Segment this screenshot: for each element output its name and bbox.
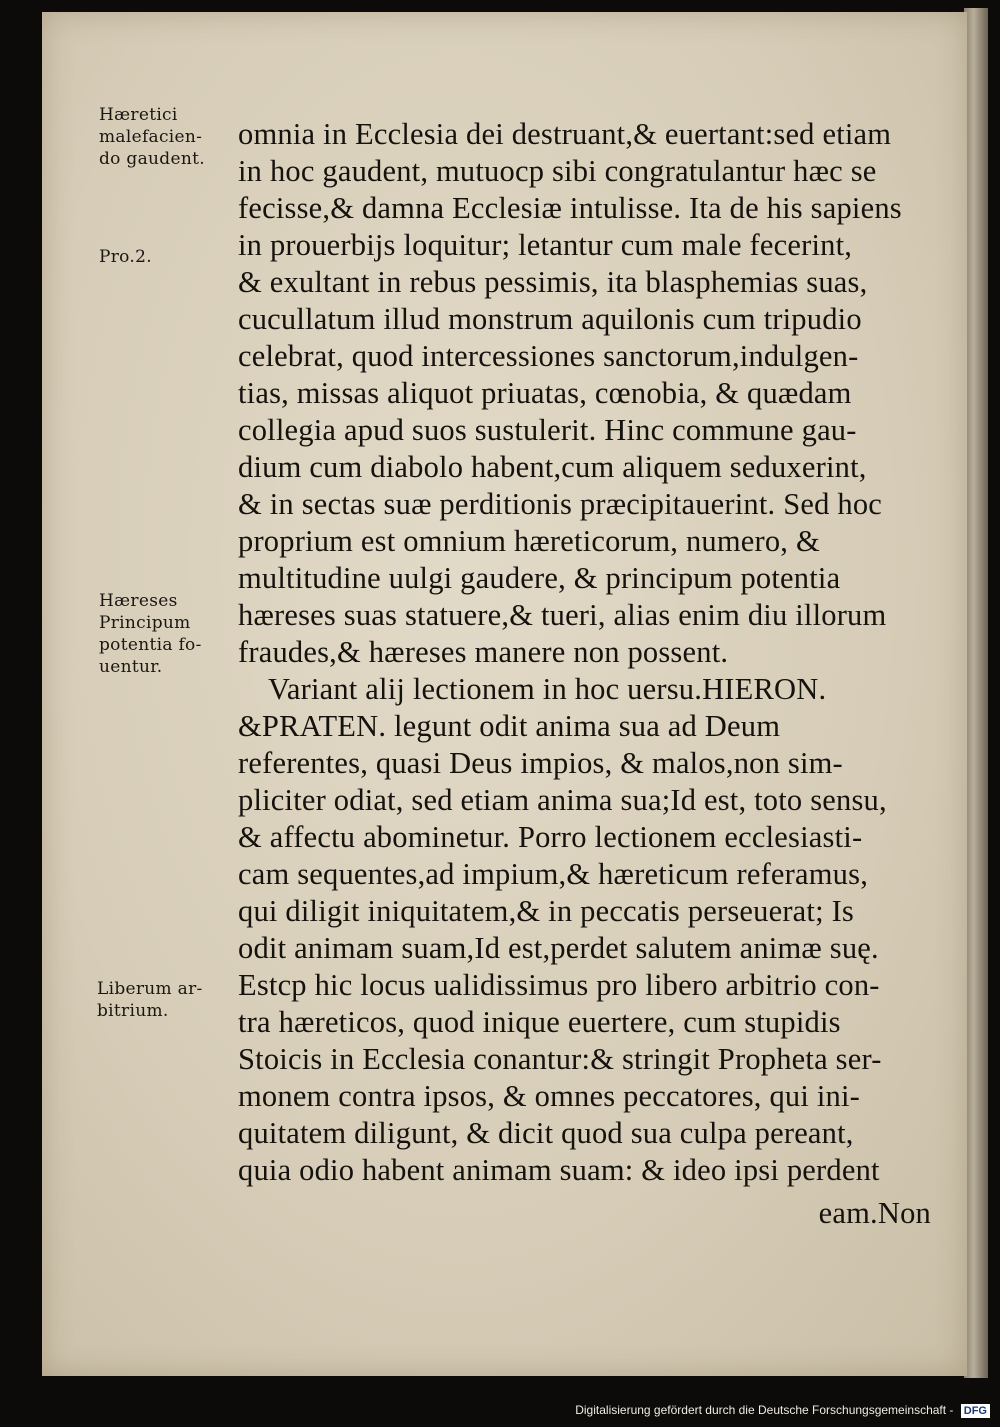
text-line: &PRATEN. legunt odit anima sua ad Deum — [238, 709, 781, 743]
margin-note-line: Hæreses — [99, 591, 178, 611]
text-line: fecisse,& damna Ecclesiæ intulisse. Ita de his sapiens — [238, 191, 902, 225]
margin-note-line: Principum — [99, 613, 191, 633]
dfg-logo: DFG — [961, 1404, 990, 1418]
catchword: eam.Non — [818, 1196, 931, 1230]
margin-note-line: Pro.2. — [99, 247, 152, 267]
text-line: tias, missas aliquot priuatas, cœnobia, & quædam — [238, 376, 852, 410]
text-line: quitatem diligunt, & dicit quod sua culpa pereant, — [238, 1116, 854, 1150]
text-line: Estcp hic locus ualidissimus pro libero arbitrio con- — [238, 968, 880, 1002]
text-line: in hoc gaudent, mutuocp sibi congratulantur hæc se — [238, 154, 877, 188]
book-page — [42, 12, 967, 1376]
margin-note-proverbs — [99, 246, 152, 268]
text-line: cam sequentes,ad impium,& hæreticum referamus, — [238, 857, 869, 891]
text-line: collegia apud suos sustulerit. Hinc commune gau- — [238, 413, 857, 447]
text-line: multitudine uulgi gaudere, & principum potentia — [238, 561, 841, 595]
text-line: pliciter odiat, sed etiam anima sua;Id est, toto sensu, — [238, 783, 887, 817]
margin-note-line: do gaudent. — [99, 149, 205, 169]
text-line: hæreses suas statuere,& tueri, alias enim diu illorum — [238, 598, 887, 632]
text-line: quia odio habent animam suam: & ideo ipsi perdent — [238, 1153, 880, 1187]
margin-note-line: bitrium. — [97, 1001, 169, 1021]
footer-text: Digitalisierung gefördert durch die Deutsche Forschungsgemeinschaft - — [575, 1403, 954, 1417]
text-line: dium cum diabolo habent,cum aliquem seduxerint, — [238, 450, 867, 484]
text-line: monem contra ipsos, & omnes peccatores, qui ini- — [238, 1079, 860, 1113]
text-line: celebrat, quod intercessiones sanctorum,indulgen- — [238, 339, 859, 373]
funding-footer — [0, 1398, 1000, 1422]
text-line: referentes, quasi Deus impios, & malos,non sim- — [238, 746, 843, 780]
text-line: qui diligit iniquitatem,& in peccatis perseuerat; Is — [238, 894, 855, 928]
margin-note-line: potentia fo- — [99, 635, 202, 655]
text-line: tra hæreticos, quod inique euertere, cum stupidis — [238, 1005, 841, 1039]
text-line: odit animam suam,Id est,perdet salutem animæ suę. — [238, 931, 879, 965]
margin-note-line: malefacien- — [99, 127, 203, 147]
margin-note-liberum — [97, 978, 203, 1022]
text-line: & exultant in rebus pessimis, ita blasphemias suas, — [238, 265, 868, 299]
margin-note-line: uentur. — [99, 657, 163, 677]
text-line: cucullatum illud monstrum aquilonis cum tripudio — [238, 302, 862, 336]
margin-note-haereses — [99, 590, 202, 678]
margin-note-heretici — [99, 104, 205, 170]
text-line: Stoicis in Ecclesia conantur:& stringit Propheta ser- — [238, 1042, 882, 1076]
margin-note-line: Liberum ar- — [97, 979, 203, 999]
text-line: fraudes,& hæreses manere non possent. — [238, 635, 729, 669]
margin-note-line: Hæretici — [99, 105, 178, 125]
text-line: Variant alij lectionem in hoc uersu.HIERON. — [268, 672, 827, 706]
text-line: & in sectas suæ perditionis præcipitauerint. Sed hoc — [238, 487, 883, 521]
text-line: & affectu abominetur. Porro lectionem ecclesiasti- — [238, 820, 863, 854]
text-line: in prouerbijs loquitur; letantur cum male fecerint, — [238, 228, 853, 262]
text-line: omnia in Ecclesia dei destruant,& euertant:sed etiam — [238, 117, 892, 151]
page-edge — [964, 8, 988, 1378]
text-line: proprium est omnium hæreticorum, numero, & — [238, 524, 820, 558]
